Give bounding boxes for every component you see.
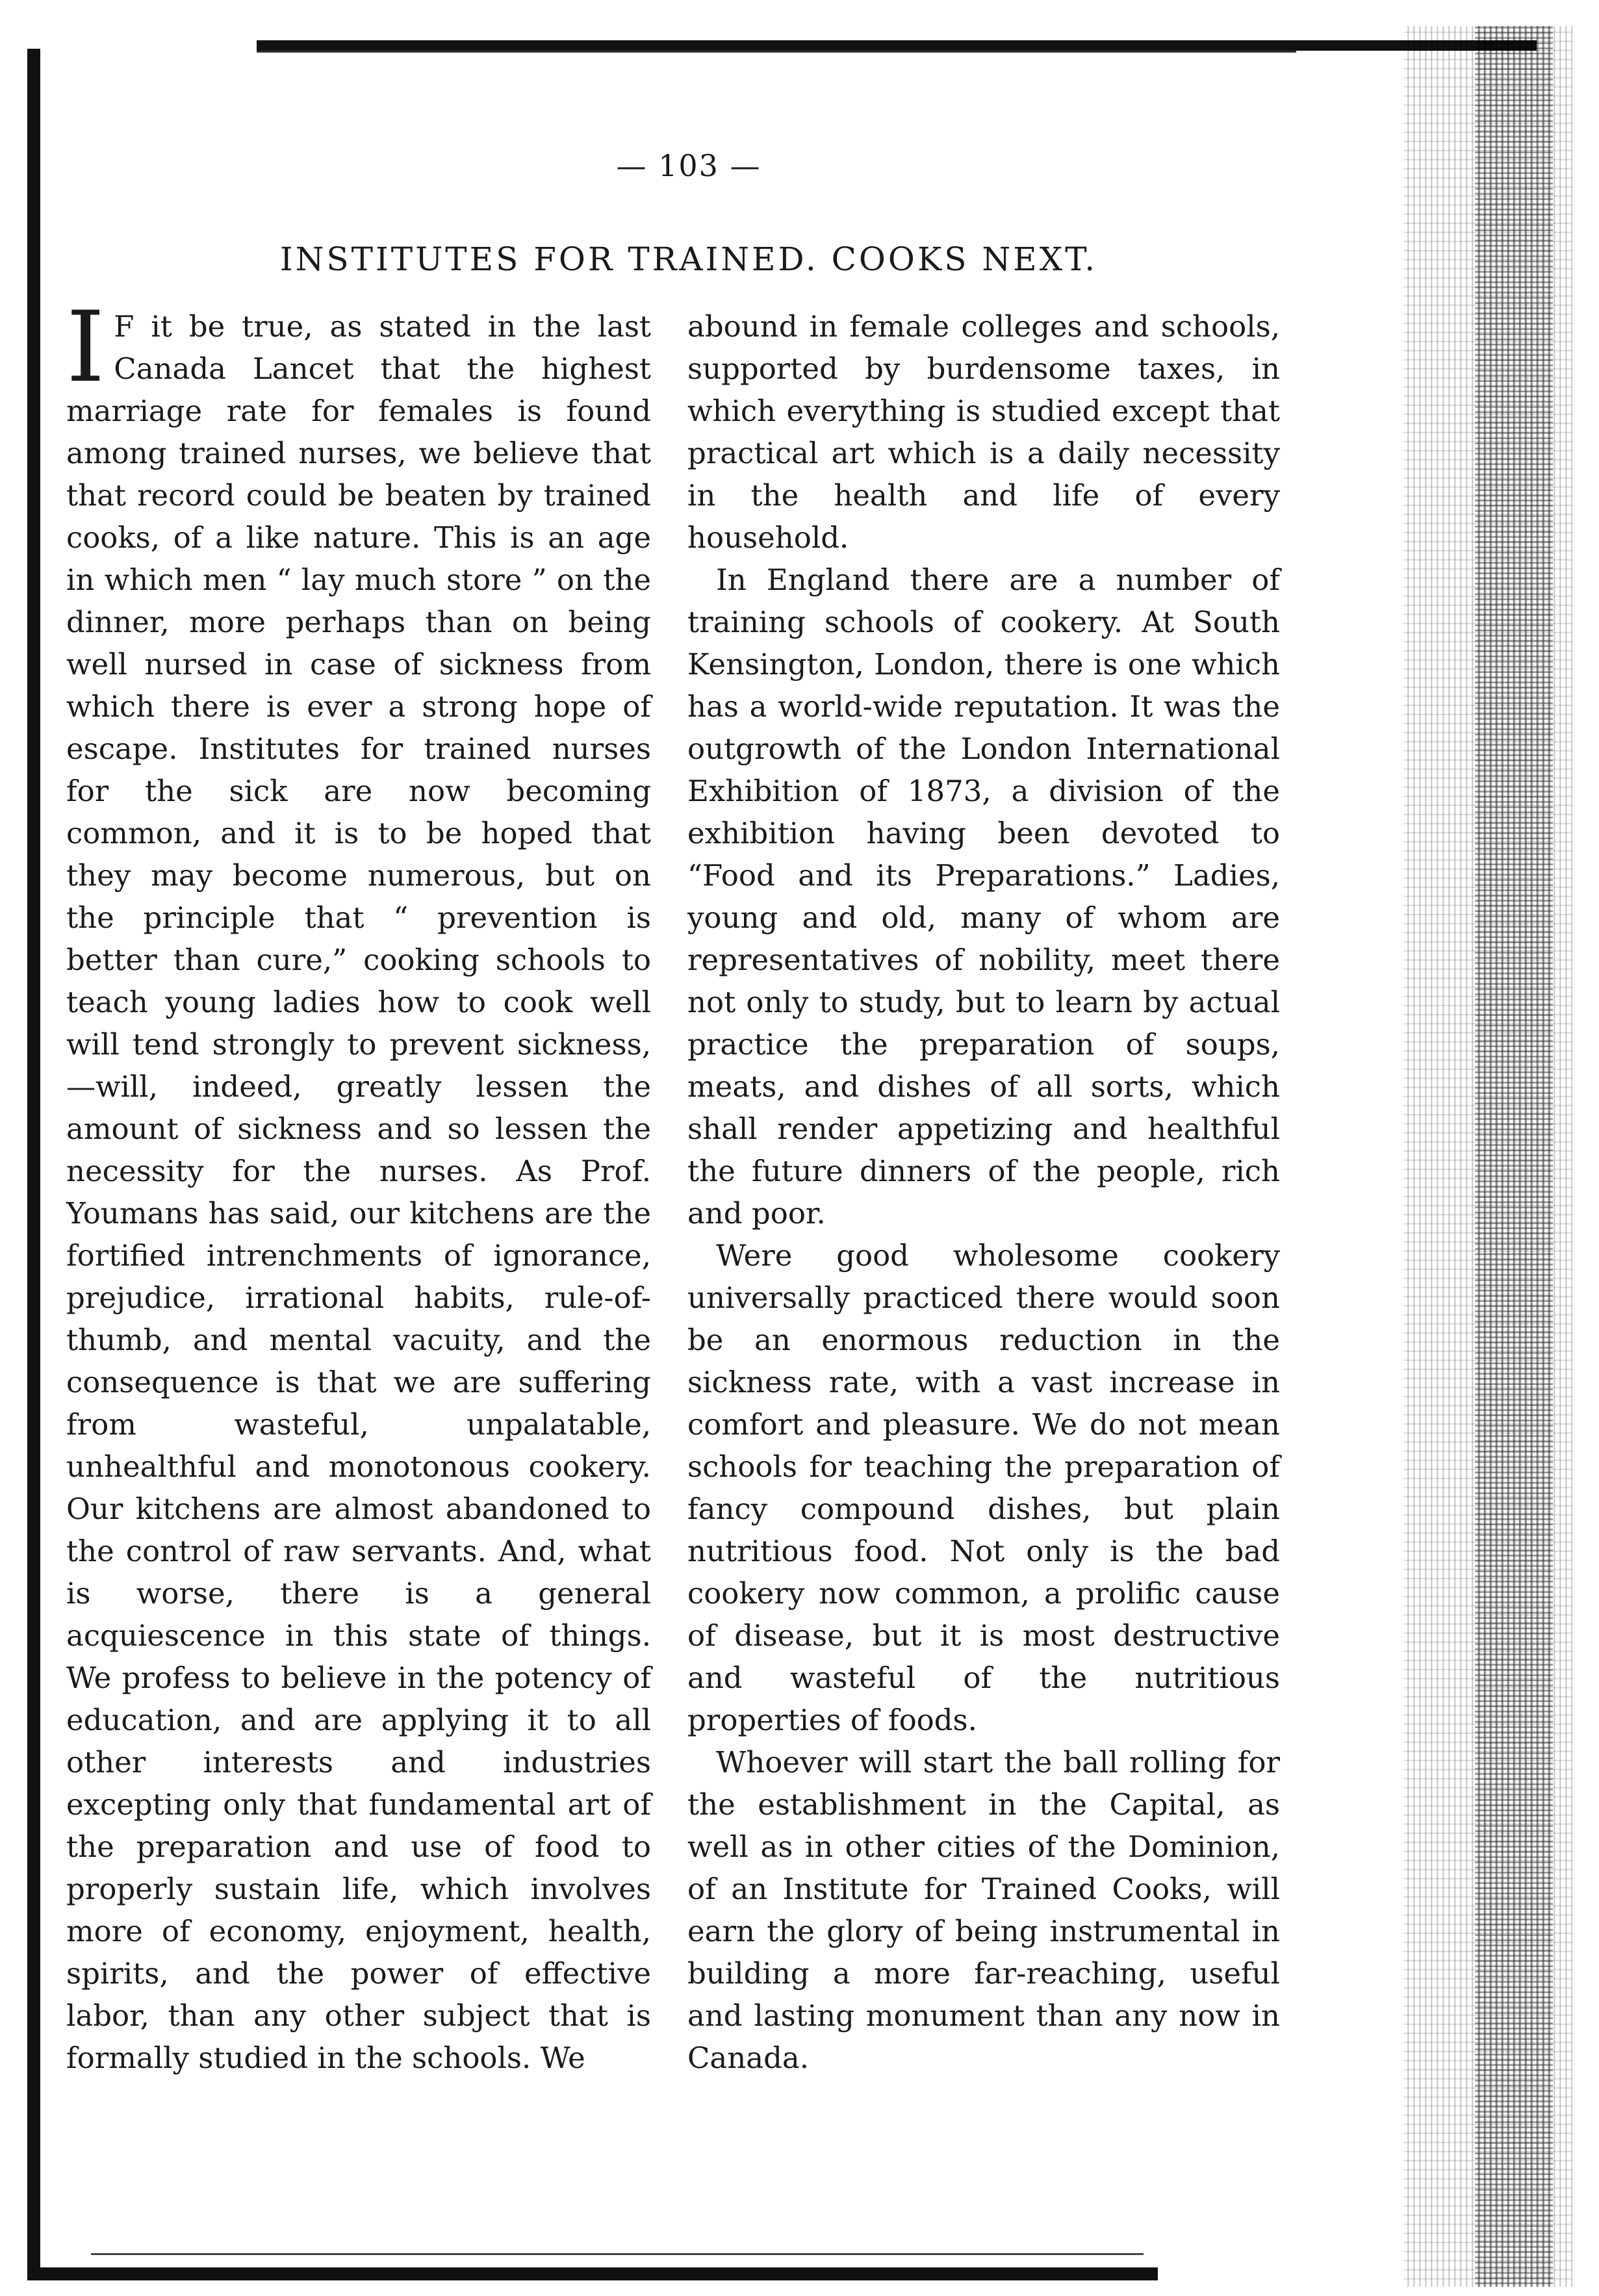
page-number: — 103 —	[616, 148, 761, 183]
right-column	[687, 305, 1280, 2079]
drop-cap: I	[66, 291, 105, 404]
scan-edge-dark-noise	[1475, 26, 1553, 2287]
article-title: INSTITUTES FOR TRAINED. COOKS NEXT.	[279, 240, 1098, 278]
left-border-rule	[27, 49, 40, 2280]
bottom-border-rule	[40, 2267, 1158, 2280]
left-column-paragraph	[66, 291, 651, 2079]
left-column-text: F it be true, as stated in the last Canada Lancet that the highest marriage rate for females is found among trained nurses, we believe that that record could be beaten by trained cooks, of a like nature. This is an age in which men “ lay much store ” on the dinner, more perhaps than on being well nursed in case of sickness from which there is ever a strong hope of escape. Institutes for trained nurses for the sick are now becoming common, and it is to be hoped that they may become numerous, but on the principle that “ prevention is better than cure,” cooking schools to teach young ladies how to cook well will tend strongly to prevent sickness,—will, indeed, greatly lessen the amount of sickness and so lessen the necessity for the nurses. As Prof. Youmans has said, our kitchens are the fortified intrenchments of ignorance, prejudice, irrational habits, rule-of-thumb, and mental vacuity, and the consequence is that we are suffering from wasteful, unpalatable, unhealthful and monotonous cookery. Our kitchens are almost abandoned to the control of raw servants. And, what is worse, there is a general acquiescence in this state of things. We profess to believe in the potency of education, and are applying it to all other interests and industries excepting only that fundamental art of the preparation and use of food to properly sustain life, which involves more of economy, enjoyment, health, spirits, and the power of effective labor, than any other subject that is formally studied in the schools. We	[66, 309, 651, 2075]
bottom-thin-rule	[91, 2253, 1144, 2255]
top-border-rule	[257, 40, 1537, 51]
top-thin-rule	[257, 51, 1296, 53]
right-paragraph-3: Were good wholesome cookery universally practiced there would soon be an enormous reduction in the sickness rate, with a vast increase in comfort and pleasure. We do not mean schools for teaching the preparation of fancy compound dishes, but plain nutritious food. Not only is the bad cookery now common, a prolific cause of disease, but it is most destructive and wasteful of the nutritious properties of foods.	[687, 1238, 1280, 1737]
right-paragraph-1: abound in female colleges and schools, supported by burdensome taxes, in which everything is studied except that practical art which is a daily necessity in the health and life of every household.	[687, 309, 1280, 555]
left-column	[66, 291, 651, 2079]
right-paragraph-4: Whoever will start the ball rolling for the establishment in the Capital, as well as in other cities of the Dominion, of an Institute for Trained Cooks, will earn the glory of being instrumental in building a more far-reaching, useful and lasting monument than any now in Canada.	[687, 1745, 1280, 2075]
right-paragraph-2: In England there are a number of training schools of cookery. At South Kensington, London, there is one which has a world-wide reputation. It was the outgrowth of the London International Exhibition of 1873, a division of the exhibition having been devoted to “Food and its Preparations.” Ladies, young and old, many of whom are representatives of nobility, meet there not only to study, but to learn by actual practice the preparation of soups, meats, and dishes of all sorts, which shall render appetizing and healthful the future dinners of the people, rich and poor.	[687, 563, 1280, 1231]
